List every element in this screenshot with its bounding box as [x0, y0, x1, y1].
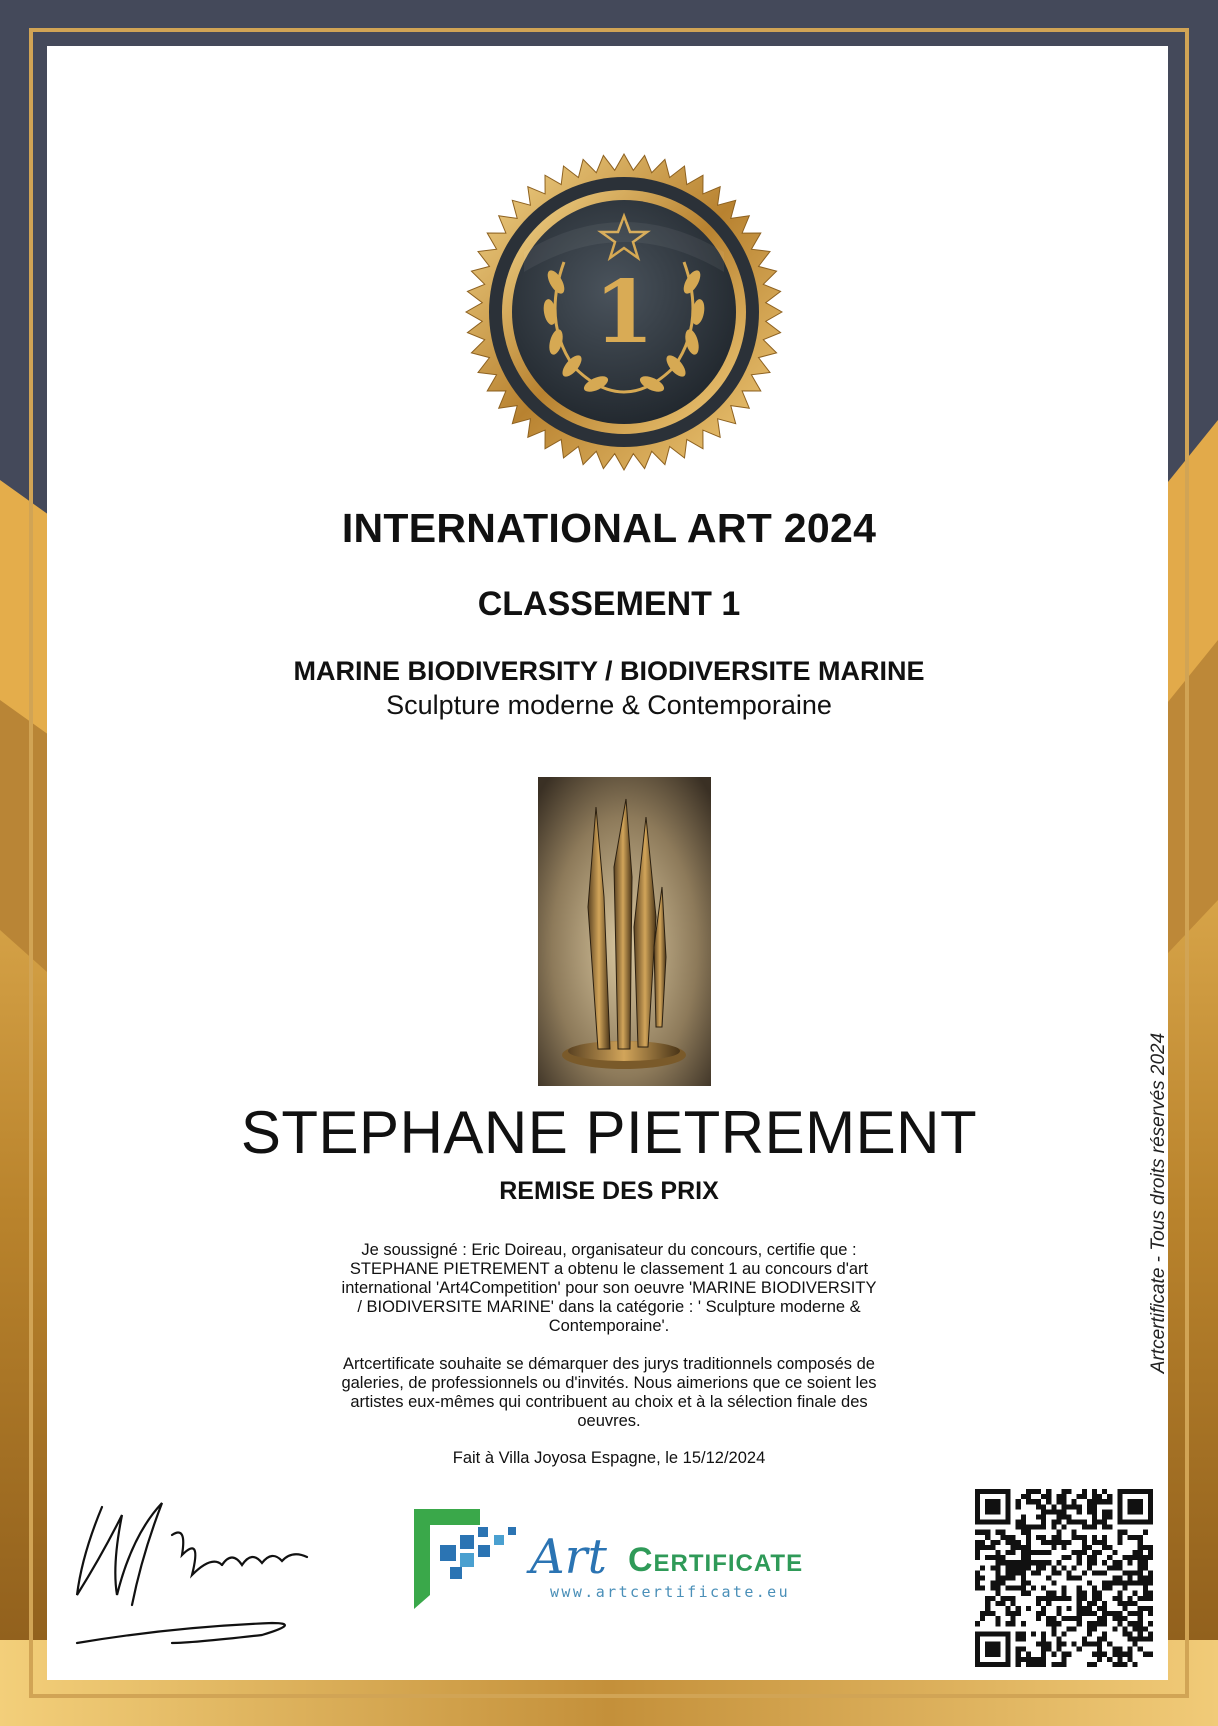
signature-image: [72, 1495, 362, 1655]
medal-number: 1: [594, 262, 654, 363]
certification-paragraph: Je soussigné : Eric Doireau, organisateur du concours, certifie que : STEPHANE PIETREMENT a obtenu le classement 1 au concours d'art international 'Art4Competition' pour son oeuvre 'MARINE BIODIVERSITY / BIODIVERSITE MARINE' dans la catégorie : ' Sculpture moderne & Contemporaine'.: [341, 1241, 877, 1335]
logo-mark-icon: [410, 1505, 530, 1615]
qr-code-icon[interactable]: [974, 1489, 1154, 1667]
place-date: Fait à Villa Joyosa Espagne, le 15/12/2024: [452, 1449, 766, 1467]
logo-art-text: Art: [530, 1529, 607, 1585]
copyright-note: Artcertificate - Tous droits réservés 2024: [1148, 1032, 1169, 1374]
certificate-title: INTERNATIONAL ART 2024: [341, 505, 877, 551]
category-label: Sculpture moderne & Contemporaine: [386, 690, 832, 720]
award-subtitle: REMISE DES PRIX: [499, 1177, 719, 1205]
logo-url: www.artcertificate.eu: [550, 1583, 791, 1601]
work-title: MARINE BIODIVERSITY / BIODIVERSITE MARINE: [293, 656, 925, 686]
logo-certificate-text: Certificate: [628, 1541, 804, 1579]
rank-label: CLASSEMENT 1: [477, 585, 741, 623]
artwork-image: [538, 777, 711, 1086]
mission-paragraph: Artcertificate souhaite se démarquer des jurys traditionnels composés de galeries, de professionnels ou d'invités. Nous aimerions que ce soient les artistes eux-mêmes qui contribuent au choix et à la sélection finale des oeuvres.: [341, 1355, 877, 1430]
medal-icon: [464, 152, 784, 472]
artcertificate-logo: [410, 1505, 830, 1615]
artist-name: STEPHANE PIETREMENT: [240, 1099, 978, 1166]
